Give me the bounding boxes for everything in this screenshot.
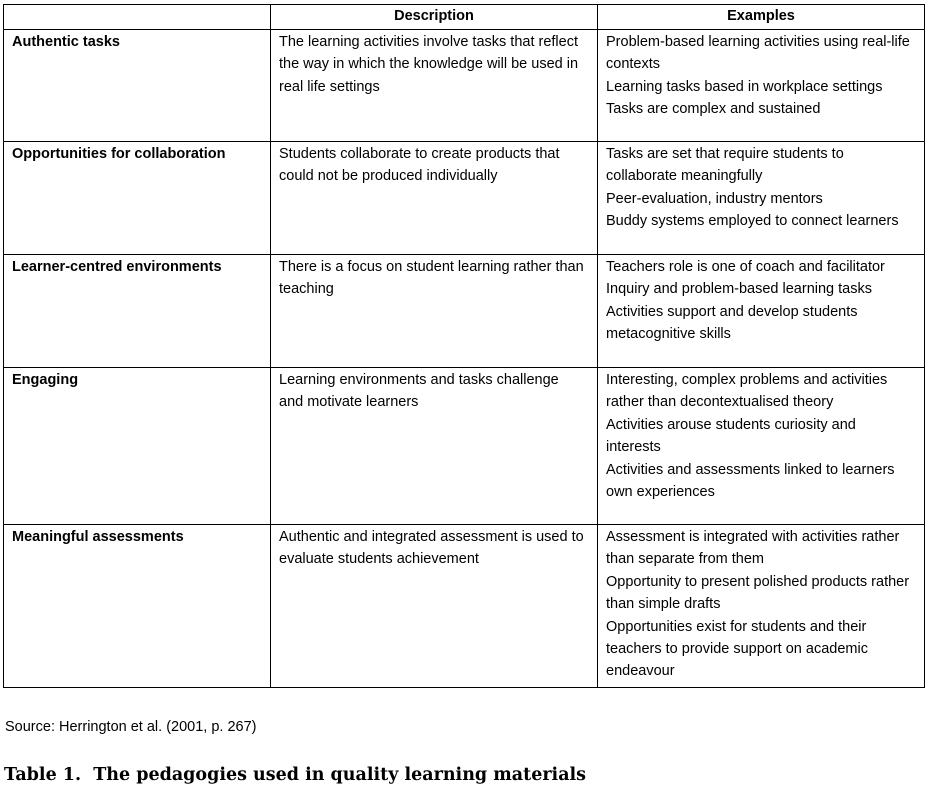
example-item: Opportunities exist for students and their teachers to provide support on academic endeavour xyxy=(606,618,868,680)
pedagogy-examples xyxy=(598,30,925,142)
pedagogy-examples xyxy=(598,255,925,368)
pedagogy-description: Students collaborate to create products that could not be produced individually xyxy=(271,142,598,255)
table-row-engaging xyxy=(4,368,925,525)
pedagogy-term: Meaningful assessments xyxy=(4,525,271,688)
pedagogy-examples xyxy=(598,368,925,525)
pedagogy-description: The learning activities involve tasks that reflect the way in which the knowledge will be used in real life settings xyxy=(271,30,598,142)
table-row-meaningful-assessments xyxy=(4,525,925,688)
header-description: Description xyxy=(271,5,598,30)
pedagogy-term: Opportunities for collaboration xyxy=(4,142,271,255)
example-item: Activities and assessments linked to learners own experiences xyxy=(606,461,895,501)
pedagogy-examples xyxy=(598,525,925,688)
pedagogy-term: Authentic tasks xyxy=(4,30,271,142)
example-item: Problem-based learning activities using real-life contexts xyxy=(606,34,910,73)
header-term xyxy=(4,5,271,30)
header-examples: Examples xyxy=(598,5,925,30)
pedagogy-description: Authentic and integrated assessment is used to evaluate students achievement xyxy=(271,525,598,688)
table-header-row xyxy=(4,5,925,30)
example-item: Teachers role is one of coach and facilitator xyxy=(606,259,885,275)
example-item: Assessment is integrated with activities rather than separate from them xyxy=(606,529,900,568)
example-item: Peer-evaluation, industry mentors xyxy=(606,190,823,207)
pedagogy-term: Learner-centred environments xyxy=(4,255,271,368)
pedagogy-examples xyxy=(598,142,925,255)
example-item: Activities arouse students curiosity and interests xyxy=(606,416,856,456)
example-item: Learning tasks based in workplace settings xyxy=(606,78,883,95)
source-note: Source: Herrington et al. (2001, p. 267) xyxy=(5,719,257,735)
pedagogies-table xyxy=(3,4,925,688)
pedagogy-description: Learning environments and tasks challenge and motivate learners xyxy=(271,368,598,525)
table-caption: Table 1. The pedagogies used in quality learning materials xyxy=(4,765,587,785)
example-item: Buddy systems employed to connect learners xyxy=(606,213,899,230)
table-row-learner-centred xyxy=(4,255,925,368)
example-item: Activities support and develop students metacognitive skills xyxy=(606,303,858,343)
example-item: Opportunity to present polished products rather than simple drafts xyxy=(606,573,910,613)
table-row-authentic-tasks xyxy=(4,30,925,142)
example-item: Tasks are complex and sustained xyxy=(606,101,821,118)
pedagogy-term: Engaging xyxy=(4,368,271,525)
example-item: Tasks are set that require students to collaborate meaningfully xyxy=(606,146,844,185)
pedagogy-description: There is a focus on student learning rather than teaching xyxy=(271,255,598,368)
table-row-collaboration xyxy=(4,142,925,255)
example-item: Inquiry and problem-based learning tasks xyxy=(606,281,872,298)
example-item: Interesting, complex problems and activities rather than decontextualised theory xyxy=(606,372,888,411)
